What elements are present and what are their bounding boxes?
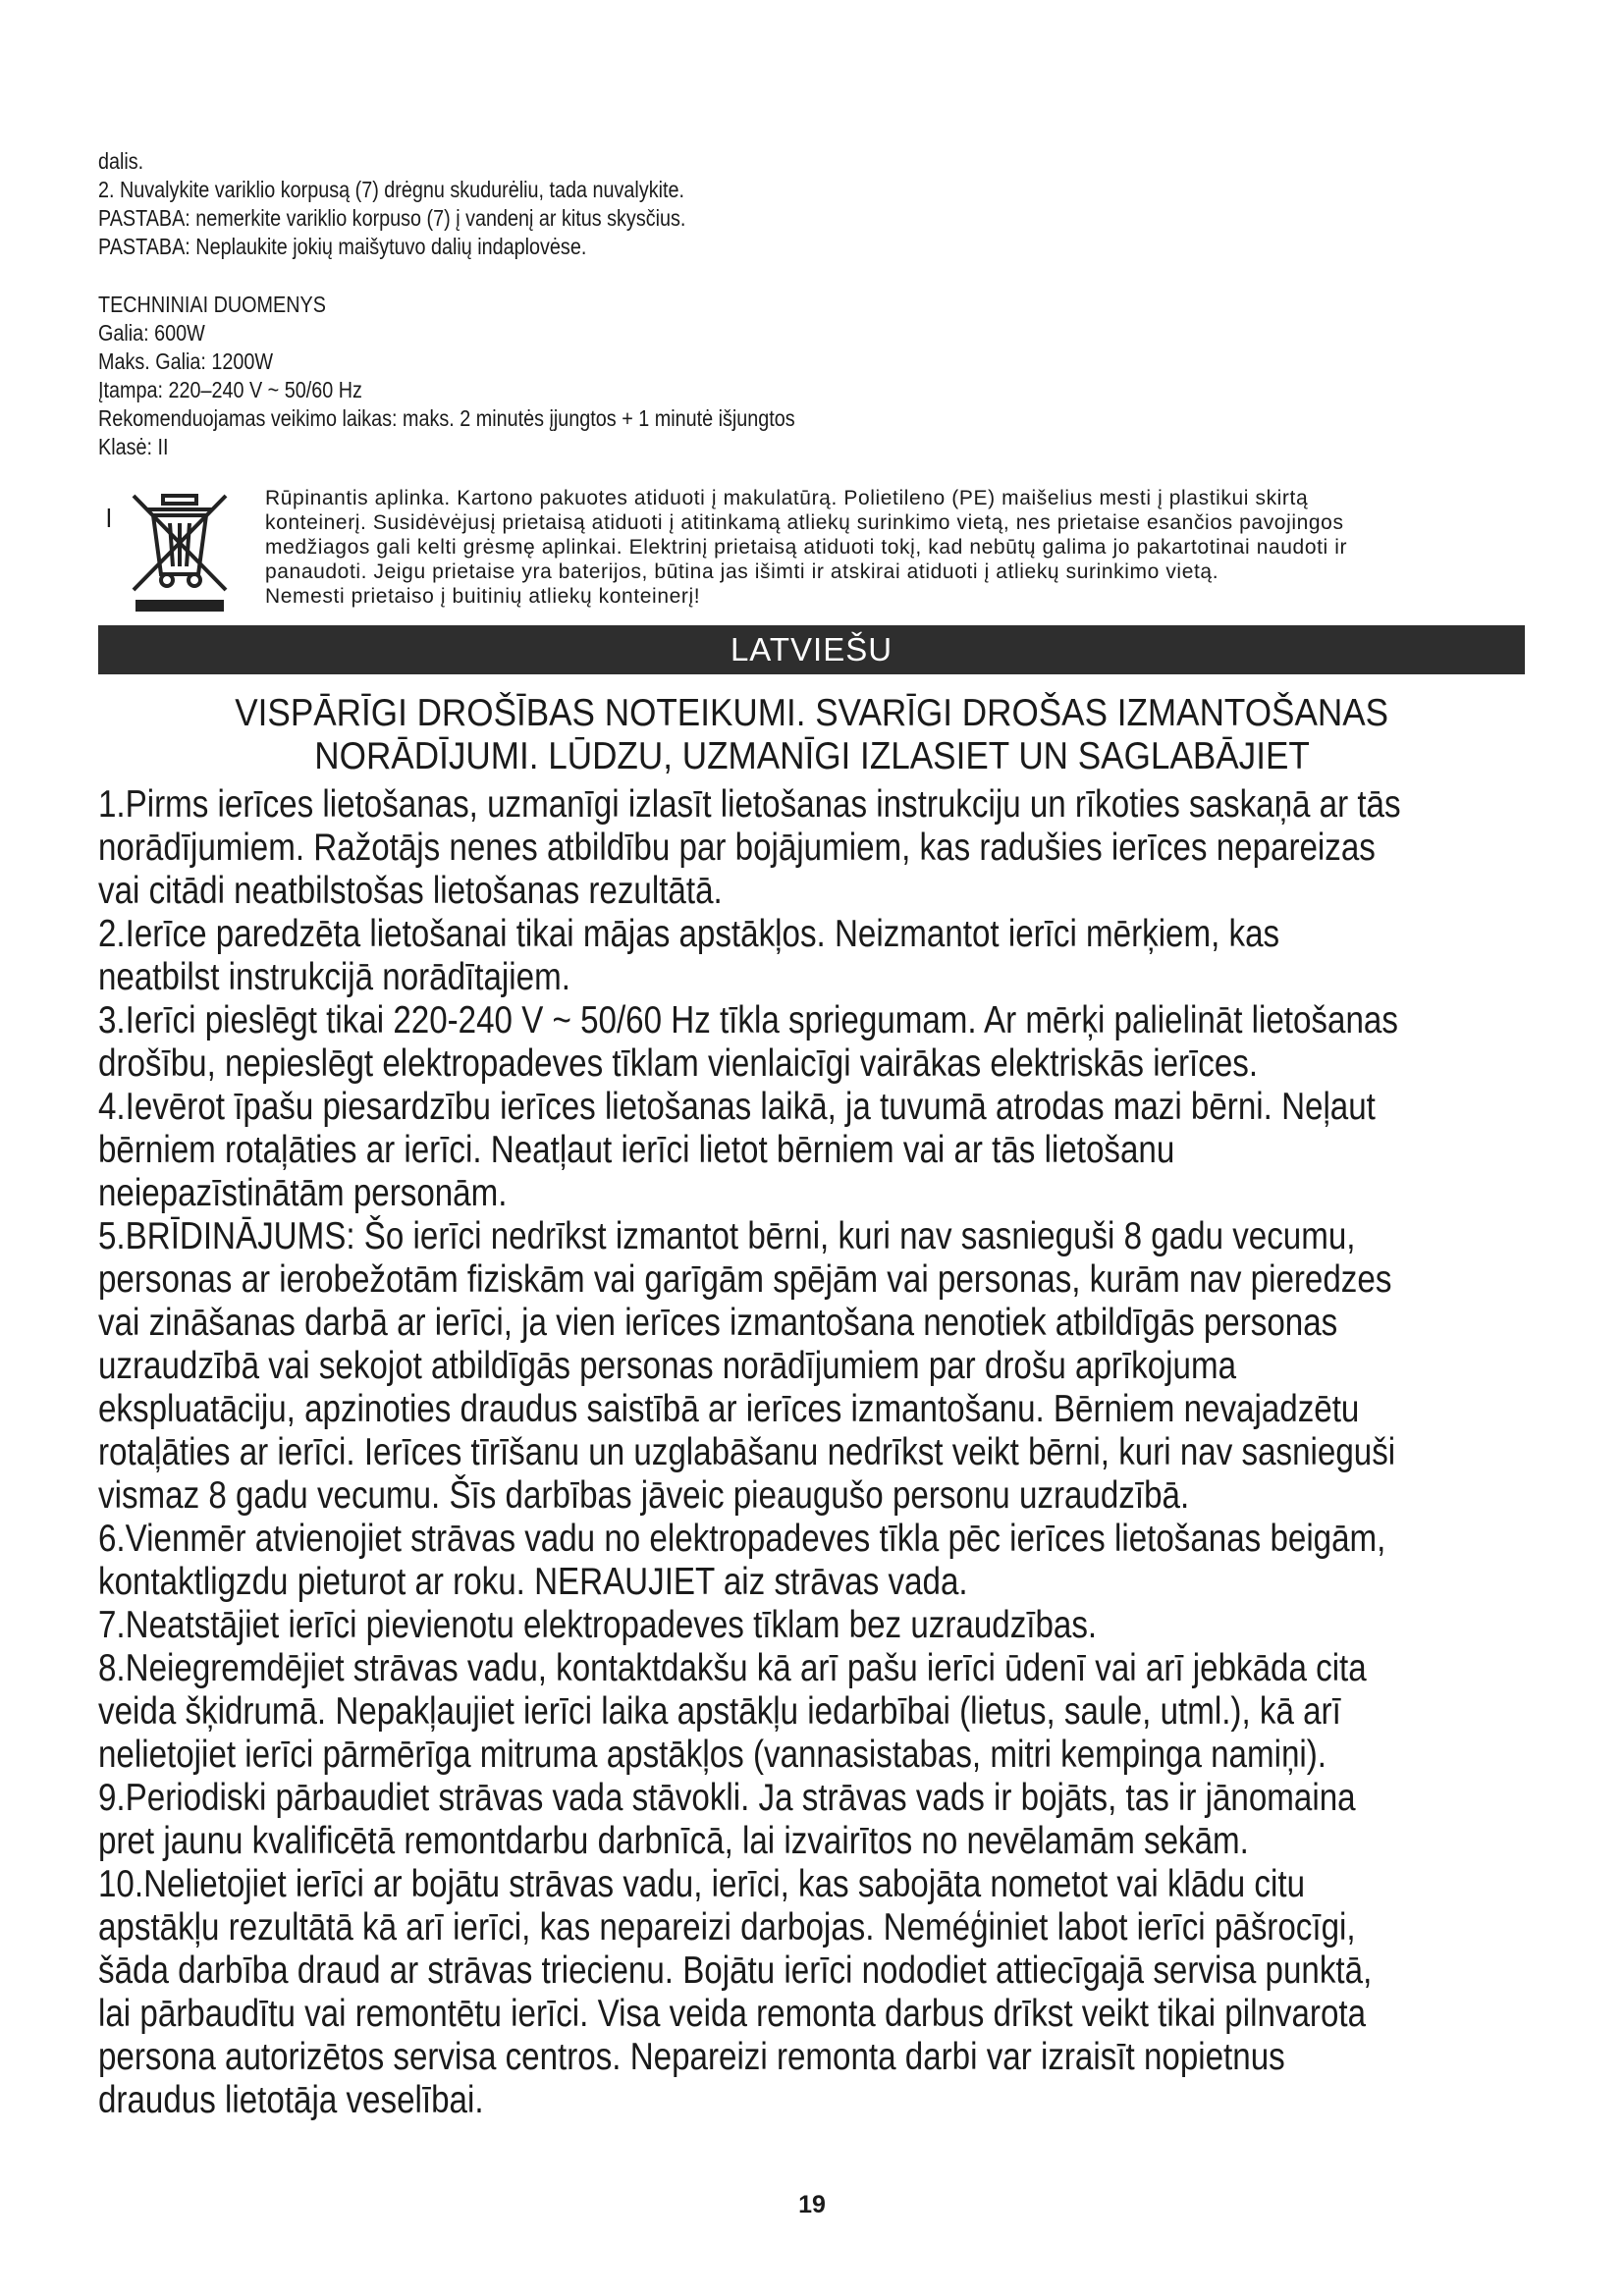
lv-line: 5.BRĪDINĀJUMS: Šo ierīci nedrīkst izmantot bērni, kuri nav sasnieguši 8 gadu vecumu, [98,1215,1356,1257]
lv-line: uzraudzībā vai sekojot atbildīgās personas norādījumiem par drošu aprīkojuma [98,1345,1237,1387]
weee-crossed-bin-icon [126,488,234,615]
tech-spec-line: Maks. Galia: 1200W [98,348,274,374]
lv-safety-heading [0,692,1624,778]
lv-line: kontaktligzdu pieturot ar roku. NERAUJIET aiz strāvas vada. [98,1561,968,1603]
lt-continuation [98,147,1323,261]
tech-spec-line: Klasė: II [98,434,169,459]
lv-line: 10.Nelietojiet ierīci ar bojātu strāvas vadu, ierīci, kas sabojāta nometot vai klādu citu [98,1863,1306,1905]
tech-spec-line: Rekomenduojamas veikimo laikas: maks. 2 minutės įjungtos + 1 minutė išjungtos [98,405,795,431]
eco-notice [98,486,1532,623]
lv-line: personas ar ierobežotām fiziskām vai garīgām spējām vai personas, kurām nav pieredzes [98,1258,1392,1301]
lv-line: neatbilst instrukcijā norādītajiem. [98,956,570,998]
eco-text [265,486,1600,609]
lv-line: draudus lietotāja veselībai. [98,2079,484,2121]
eco-line: panaudoti. Jeigu prietaise yra baterijos, būtina jas išimti ir atskirai atiduoti į atliekų surinkimo vietą. [265,561,1219,583]
lv-safety-body [98,783,1434,2122]
lt-line: PASTABA: nemerkite variklio korpuso (7) į vandenį ar kitus skysčius. [98,205,686,231]
lv-line: nelietojiet ierīci pārmērīga mitruma apstākļos (vannasistabas, mitri kempinga namiņi). [98,1734,1327,1776]
lv-line: šāda darbība draud ar strāvas triecienu. Bojātu ierīci nododiet attiecīgajā servisa punktā, [98,1949,1373,1992]
lv-line: vai zināšanas darbā ar ierīci, ja vien ierīces izmantošana nenotiek atbildīgās personas [98,1302,1338,1344]
lv-line: apstākļu rezultātā kā arī ierīci, kas nepareizi darbojas. Neméģiniet labot ierīci pāšrocīgi, [98,1906,1356,1949]
lv-line: 6.Vienmēr atvienojiet strāvas vadu no elektropadeves tīkla pēc ierīces lietošanas beigām, [98,1518,1386,1560]
lv-line: neiepazīstinātām personām. [98,1172,508,1214]
tech-specs-title: TECHNINIAI DUOMENYS [98,292,326,317]
tech-spec-line: Įtampa: 220–240 V ~ 50/60 Hz [98,377,362,402]
lv-line: 2.Ierīce paredzēta lietošanai tikai mājas apstākļos. Neizmantot ierīci mērķiem, kas [98,913,1280,955]
lv-line: norādījumiem. Ražotājs nenes atbildību par bojājumiem, kas radušies ierīces nepareizas [98,827,1376,869]
lv-line: bērniem rotaļāties ar ierīci. Neatļaut ierīci lietot bērniem vai ar tās lietošanu [98,1129,1175,1171]
page-number: 19 [798,2191,826,2218]
tech-spec-line: Galia: 600W [98,320,205,346]
lv-line: 1.Pirms ierīces lietošanas, uzmanīgi izlasīt lietošanas instrukciju un rīkoties saskaņā ar tās [98,783,1401,826]
lv-line: 9.Periodiski pārbaudiet strāvas vada stāvokli. Ja strāvas vads ir bojāts, tas ir jānomaina [98,1777,1356,1819]
lv-line: lai pārbaudītu vai remontētu ierīci. Visa veida remonta darbus drīkst veikt tikai pilnvarota [98,1993,1367,2035]
lv-line: 7.Neatstājiet ierīci pievienotu elektropadeves tīklam bez uzraudzības. [98,1604,1098,1646]
lv-heading-line: NORĀDĪJUMI. LŪDZU, UZMANĪGI IZLASIET UN SAGLABĀJIET [314,735,1310,777]
lv-line: pret jaunu kvalificētā remontdarbu darbnīcā, lai izvairītos no nevēlamām sekām. [98,1820,1249,1862]
eco-line: Nemesti prietaiso į buitinių atliekų konteinerį! [265,585,701,608]
lv-line: vismaz 8 gadu vecumu. Šīs darbības jāveic pieaugušo personu uzraudzībā. [98,1474,1190,1517]
lv-line: 4.Ievērot īpašu piesardzību ierīces lietošanas laikā, ja tuvumā atrodas mazi bērni. Neļaut [98,1086,1376,1128]
eco-line: konteinerį. Susidėvėjusį prietaisą atiduoti į atitinkamą atliekų surinkimo vietą, nes prietaise esančios pavojingos [265,511,1344,534]
lv-line: ekspluatāciju, apzinoties draudus saistībā ar ierīces izmantošanu. Bērniem nevajadzētu [98,1388,1360,1430]
lv-line: 3.Ierīci pieslēgt tikai 220-240 V ~ 50/60 Hz tīkla spriegumam. Ar mērķi palielināt lietošanas [98,999,1398,1041]
lv-line: vai citādi neatbilstošas lietošanas rezultātā. [98,870,723,912]
lv-line: veida šķidrumā. Nepakļaujiet ierīci laika apstākļu iedarbībai (lietus, saule, utml.), kā arī [98,1690,1341,1733]
lv-line: 8.Neiegremdējiet strāvas vadu, kontaktdakšu kā arī pašu ierīci ūdenī vai arī jebkāda cita [98,1647,1367,1689]
lv-line: rotaļāties ar ierīci. Ierīces tīrīšanu un uzglabāšanu nedrīkst veikt bērni, kuri nav sasnieguši [98,1431,1396,1473]
lt-line: 2. Nuvalykite variklio korpusą (7) drėgnu skudurėliu, tada nuvalykite. [98,177,685,202]
eco-mark: l [106,504,112,533]
lv-heading-line: VISPĀRĪGI DROŠĪBAS NOTEIKUMI. SVARĪGI DROŠAS IZMANTOŠANAS [235,692,1389,734]
tech-specs [98,291,1323,461]
lv-line: persona autorizētos servisa centros. Nepareizi remonta darbi var izraisīt nopietnus [98,2036,1285,2078]
language-section-bar: LATVIEŠU [98,625,1525,674]
lt-line: PASTABA: Neplaukite jokių maišytuvo dalių indaplovėse. [98,234,587,259]
lv-line: drošību, nepieslēgt elektropadeves tīklam vienlaicīgi vairākas elektriskās ierīces. [98,1042,1259,1085]
lt-line: dalis. [98,148,144,174]
eco-line: Rūpinantis aplinka. Kartono pakuotes atiduoti į makulatūrą. Polietileno (PE) maišelius mesti į plastikui skirtą [265,487,1309,509]
eco-line: medžiagos gali kelti grėsmę aplinkai. Elektrinį prietaisą atiduoti tokį, kad nebūtų galima jo pakartotinai naudoti ir [265,536,1348,559]
